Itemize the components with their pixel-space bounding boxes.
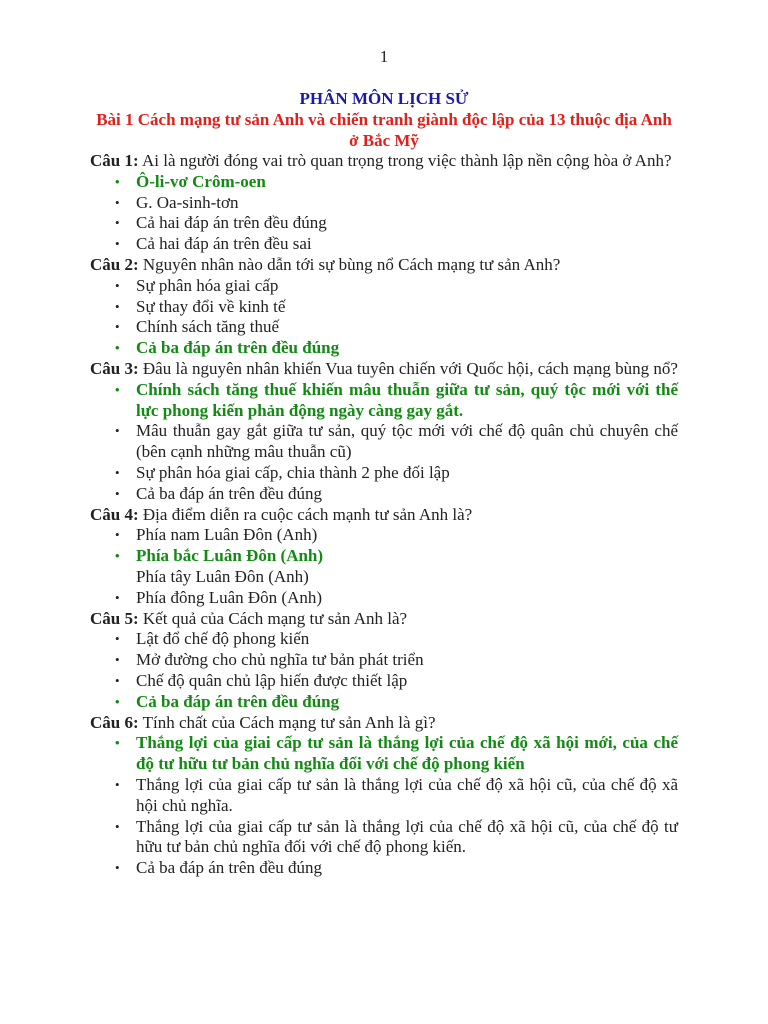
answer-text: Chính sách tăng thuế [136,317,280,337]
answer-option [115,587,678,609]
answer-list [90,172,678,255]
answer-text: Sự phân hóa giai cấp [136,275,279,295]
answer-text: Lật đổ chế độ phong kiến [136,629,310,649]
answer-text: Cả ba đáp án trên đều đúng [136,338,340,358]
question-text: Kết quả của Cách mạng tư sản Anh là? [138,608,408,628]
question-text: Ai là người đóng vai trò quan trọng trong việc thành lập nền cộng hòa ở Anh? [138,151,672,170]
bullet-icon: • [115,485,120,501]
answer-text: Ô-li-vơ Crôm-oen [136,171,266,191]
question-3 [90,359,678,380]
answer-option-correct [115,546,678,567]
answer-text: Cả hai đáp án trên đều đúng [136,213,327,233]
question-5 [90,609,678,630]
bullet-icon: • [115,423,120,439]
answer-text: Cả ba đáp án trên đều đúng [136,691,340,711]
question-2 [90,255,678,276]
question-text: Địa điểm diễn ra cuộc cách mạnh tư sản Anh là? [138,504,473,524]
bullet-icon: • [115,340,120,356]
answer-option [115,774,678,817]
answer-option-correct [115,691,678,713]
subject-title: PHÂN MÔN LỊCH SỬ [299,89,469,108]
question-label: Câu 4: [90,504,139,524]
bullet-icon: • [115,672,120,688]
bullet-icon: • [115,298,120,314]
answer-option [115,858,678,879]
answer-list [90,733,678,879]
answer-option-correct [115,379,678,422]
bullet-icon: • [115,735,120,751]
answer-option [115,275,678,297]
answer-option [115,670,678,692]
answer-option [115,296,678,318]
answer-list [90,525,678,608]
page-number: 1 [379,47,389,66]
answer-option [115,462,678,484]
answer-text: Cả ba đáp án trên đều đúng [136,483,322,503]
answer-text: Sự thay đổi về kinh tế [136,296,286,316]
bullet-icon: • [115,527,120,543]
lesson-title: Bài 1 Cách mạng tư sản Anh và chiến tranh giành độc lập của 13 thuộc địa Anh ở Bắc Mỹ [96,110,672,150]
bullet-icon: • [115,589,120,605]
question-label: Câu 6: [90,712,139,732]
question-1 [90,151,678,172]
bullet-icon: • [115,277,120,293]
answer-text: Sự phân hóa giai cấp, chia thành 2 phe đối lập [136,462,450,482]
bullet-icon: • [115,319,120,335]
bullet-icon: • [115,194,120,210]
answer-text: Phía bắc Luân Đôn (Anh) [136,546,324,566]
answer-text: Thắng lợi của giai cấp tư sản là thắng lợi của chế độ xã hội cũ, của chế độ tư hữu tư bản chủ nghĩa đối với chế độ phong kiến. [136,816,678,857]
answer-option [115,192,678,214]
answer-option [115,213,678,234]
answer-list [90,380,678,505]
answer-text: Thắng lợi của giai cấp tư sản là thắng lợi của chế độ xã hội cũ, của chế độ xã hội chủ nghĩa. [136,774,678,815]
answer-text: Mâu thuẫn gay gắt giữa tư sản, quý tộc mới với chế độ quân chủ chuyên chế (bên cạnh những mâu thuẫn cũ) [136,421,678,462]
bullet-icon: • [115,631,120,647]
bullet-icon: • [115,548,120,564]
answer-option [115,421,678,463]
answer-text: Phía nam Luân Đôn (Anh) [136,525,318,545]
question-6 [90,713,678,734]
question-4 [90,505,678,526]
bullet-icon: • [115,652,120,668]
answer-option [115,483,678,505]
bullet-icon: • [115,693,120,709]
answer-text: Thắng lợi của giai cấp tư sản là thắng lợi của chế độ xã hội mới, của chế độ tư hữu tư bản chủ nghĩa đối với chế độ phong kiến [136,733,678,774]
answer-option [115,650,678,671]
answer-text: Chính sách tăng thuế khiến mâu thuẫn giữa tư sản, quý tộc mới với thế lực phong kiến phản động ngày càng gay gắt. [136,379,678,420]
answer-text: Cả ba đáp án trên đều đúng [136,858,322,878]
answer-text: Cả hai đáp án trên đều sai [136,234,312,254]
answer-text: Chế độ quân chủ lập hiến được thiết lập [136,670,408,690]
answer-text: G. Oa-sinh-tơn [136,192,239,212]
question-text: Đâu là nguyên nhân khiến Vua tuyên chiến với Quốc hội, cách mạng bùng nổ? [138,358,678,378]
answer-list [90,276,678,359]
question-list [90,151,678,879]
answer-option-correct [115,171,678,193]
question-text: Nguyên nhân nào dẫn tới sự bùng nổ Cách mạng tư sản Anh? [138,254,561,274]
bullet-icon: • [115,173,120,189]
bullet-icon: • [115,464,120,480]
bullet-icon: • [115,236,120,252]
bullet-icon: • [115,860,120,876]
answer-text: Mở đường cho chủ nghĩa tư bản phát triển [136,650,424,670]
question-label: Câu 2: [90,254,139,274]
answer-option [115,629,678,650]
question-text: Tính chất của Cách mạng tư sản Anh là gì? [138,712,436,732]
bullet-icon: • [115,776,120,792]
answer-text: Phía đông Luân Đôn (Anh) [136,587,323,607]
answer-option [115,317,678,338]
answer-option [115,816,678,859]
question-label: Câu 1: [90,151,139,170]
answer-option-correct [115,733,678,775]
answer-option-correct [115,338,678,359]
answer-option [136,567,678,588]
bullet-icon: • [115,381,120,397]
answer-option [115,525,678,546]
answer-list [90,629,678,712]
bullet-icon: • [115,215,120,231]
bullet-icon: • [115,818,120,834]
answer-text: Phía tây Luân Đôn (Anh) [136,566,309,586]
answer-option [115,234,678,255]
question-label: Câu 5: [90,608,139,628]
question-label: Câu 3: [90,358,139,378]
